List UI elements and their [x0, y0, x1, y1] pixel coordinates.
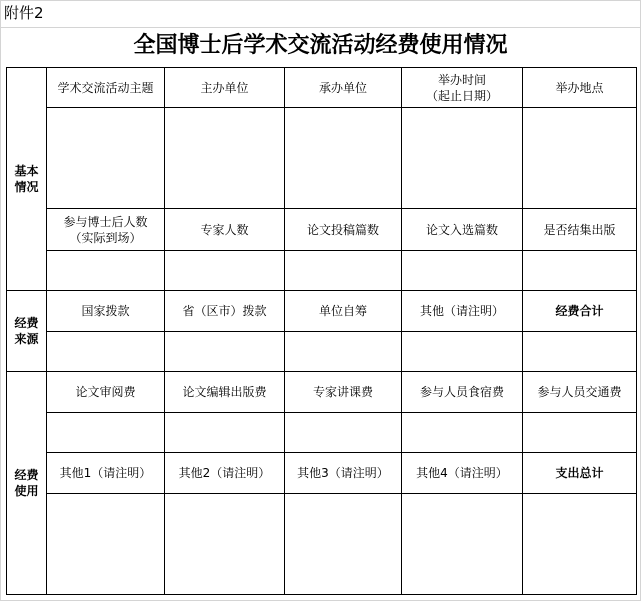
- input-cell-food[interactable]: [402, 413, 523, 453]
- header-review: 论文审阅费: [47, 372, 165, 413]
- gridline: [0, 27, 641, 28]
- input-cell-organizer[interactable]: [285, 108, 402, 209]
- header-host: 主办单位: [165, 68, 285, 108]
- section-source-label: 经费 来源: [7, 291, 47, 372]
- header-published: 是否结集出版: [523, 209, 637, 251]
- header-provincial: 省（区市）拨款: [165, 291, 285, 332]
- header-lecture: 专家讲课费: [285, 372, 402, 413]
- input-cell-expense-total[interactable]: [523, 494, 637, 595]
- header-national: 国家拨款: [47, 291, 165, 332]
- input-cell-other2[interactable]: [165, 494, 285, 595]
- input-cell-other4[interactable]: [402, 494, 523, 595]
- input-cell-lecture[interactable]: [285, 413, 402, 453]
- gridline: [0, 0, 1, 601]
- input-cell-self-raised[interactable]: [285, 332, 402, 372]
- gridline: [0, 0, 641, 1]
- input-cell-other3[interactable]: [285, 494, 402, 595]
- input-cell-submissions[interactable]: [285, 251, 402, 291]
- header-expense-total: 支出总计: [523, 453, 637, 494]
- header-transport: 参与人员交通费: [523, 372, 637, 413]
- input-cell-transport[interactable]: [523, 413, 637, 453]
- input-cell-national[interactable]: [47, 332, 165, 372]
- input-cell-published[interactable]: [523, 251, 637, 291]
- input-cell-other1[interactable]: [47, 494, 165, 595]
- header-editing: 论文编辑出版费: [165, 372, 285, 413]
- input-cell-source-other[interactable]: [402, 332, 523, 372]
- header-topic: 学术交流活动主题: [47, 68, 165, 108]
- input-cell-host[interactable]: [165, 108, 285, 209]
- input-cell-review[interactable]: [47, 413, 165, 453]
- input-cell-editing[interactable]: [165, 413, 285, 453]
- header-submissions: 论文投稿篇数: [285, 209, 402, 251]
- section-basic-label: 基本 情况: [7, 68, 47, 291]
- header-food: 参与人员食宿费: [402, 372, 523, 413]
- input-cell-funding-total[interactable]: [523, 332, 637, 372]
- attachment-label: 附件2: [4, 4, 44, 22]
- input-cell-provincial[interactable]: [165, 332, 285, 372]
- header-time: 举办时间 （起止日期）: [402, 68, 523, 108]
- header-self-raised: 单位自筹: [285, 291, 402, 332]
- page-title: 全国博士后学术交流活动经费使用情况: [133, 32, 508, 58]
- input-cell-time[interactable]: [402, 108, 523, 209]
- input-cell-location[interactable]: [523, 108, 637, 209]
- header-other1: 其他1（请注明）: [47, 453, 165, 494]
- header-other3: 其他3（请注明）: [285, 453, 402, 494]
- input-cell-experts[interactable]: [165, 251, 285, 291]
- input-cell-selected[interactable]: [402, 251, 523, 291]
- header-funding-total: 经费合计: [523, 291, 637, 332]
- header-other4: 其他4（请注明）: [402, 453, 523, 494]
- input-cell-topic[interactable]: [47, 108, 165, 209]
- header-organizer: 承办单位: [285, 68, 402, 108]
- input-cell-postdocs[interactable]: [47, 251, 165, 291]
- header-other2: 其他2（请注明）: [165, 453, 285, 494]
- header-experts: 专家人数: [165, 209, 285, 251]
- header-selected: 论文入选篇数: [402, 209, 523, 251]
- header-source-other: 其他（请注明）: [402, 291, 523, 332]
- header-location: 举办地点: [523, 68, 637, 108]
- funding-table: [6, 67, 637, 595]
- section-usage-label: 经费 使用: [7, 372, 47, 595]
- header-postdocs: 参与博士后人数 （实际到场）: [47, 209, 165, 251]
